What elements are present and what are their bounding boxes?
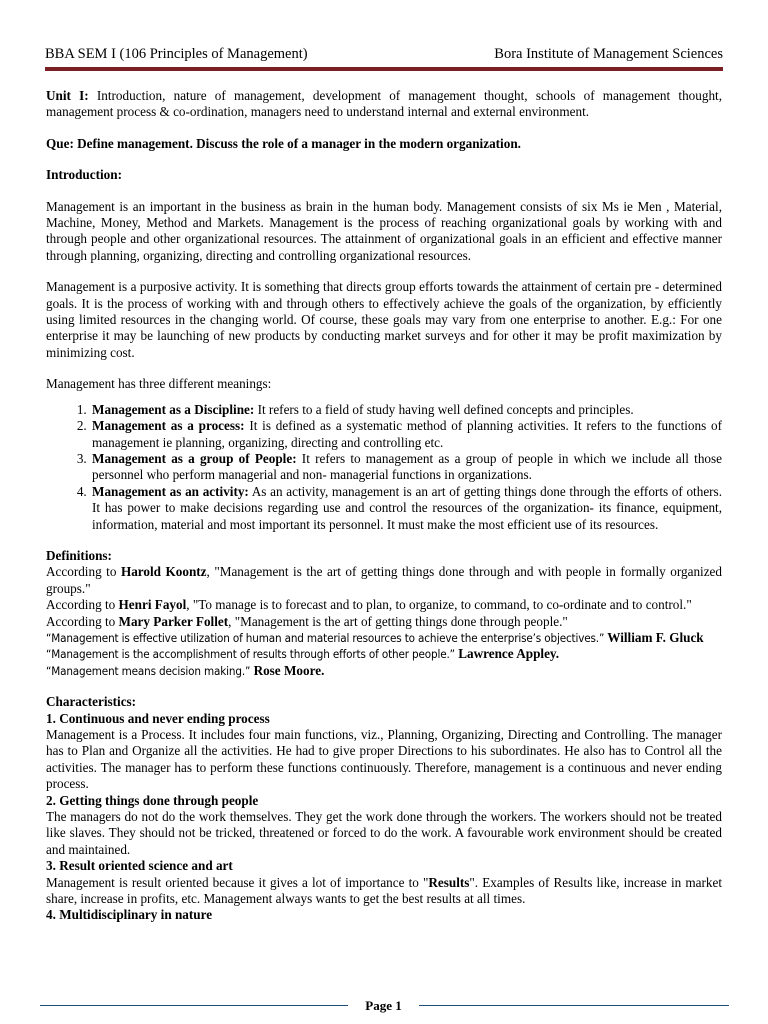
characteristic-3-text: Management is result oriented because it gives a lot of importance to "Results". Examples of Results like, increase in market share, increase in profits, etc. Management always wants to get the best results at all times. (46, 874, 723, 907)
footer-rule-left (40, 1005, 348, 1006)
page-header (45, 46, 723, 63)
definition-gluck: “Management is effective utilization of human and material resources to achieve the enterprise’s objectives.” William F. Gluck (46, 629, 704, 645)
list-item: 2. Management as a process: It is defined as a systematic method of planning activities. It refers to the functions of management ie planning, organizing, directing and controlling etc. (90, 418, 722, 451)
question: Que: Define management. Discuss the role of a manager in the modern organization. (46, 135, 521, 151)
unit-line (46, 88, 722, 121)
unit-label: Unit I: (46, 88, 89, 103)
list-item: 3. Management as a group of People: It refers to management as a group of people in which we include all those personnel who perform managerial and non- managerial functions in organizations. (90, 451, 722, 484)
intro-paragraph-3: Management has three different meanings: (46, 376, 272, 392)
characteristic-2-title: 2. Getting things done through people (46, 792, 259, 808)
characteristic-2-text: The managers do not do the work themselves. They get the work done through the workers. The workers should not be treated like slaves. They should not be tricked, threatened or forced to do the work. A favourable work environment should be created and maintained. (46, 809, 722, 857)
intro-heading: Introduction: (46, 167, 122, 183)
definition-koontz: According to Harold Koontz, "Management is the art of getting things done through and with people in formally organized groups." (46, 564, 723, 596)
header-institute: Bora Institute of Management Sciences (494, 46, 723, 62)
intro-paragraph-1: Management is an important in the business as brain in the human body. Management consists of six Ms ie Men , Material, Machine, Money, Method and Markets. Management is the process of reaching organizational goals by working with and through people and other organizational resources. The attainment of organizational goals in an efficient and effective manner through planning, organizing, directing and controlling organizational resources. (46, 198, 722, 263)
characteristics-heading: Characteristics: (46, 694, 137, 710)
definition-appley: “Management is the accomplishment of results through efforts of other people.” Lawrence Appley. (46, 646, 560, 662)
footer-rule-right (419, 1005, 729, 1006)
characteristic-1-title: 1. Continuous and never ending process (46, 710, 270, 726)
header-rule (45, 67, 723, 71)
characteristic-3-title: 3. Result oriented science and art (46, 858, 233, 874)
meanings-list (46, 402, 722, 533)
intro-paragraph-2: Management is a purposive activity. It is something that directs group efforts towards the attainment of certain pre - determined goals. It is the process of working with and through others to effectively achieve the goals of the organization, by efficiently using limited resources in the changing world. Of course, these goals may vary from one enterprise to another. E.g.: For one enterprise it may be launching of new products by conducting market surveys and for other it may be profit maximization by minimizing cost. (46, 279, 722, 360)
unit-text: Introduction, nature of management, development of management thought, schools of management thought, management process & co-ordination, managers need to understand internal and external environment. (46, 88, 722, 120)
header-course: BBA SEM I (106 Principles of Management) (45, 46, 308, 62)
characteristic-4-title: 4. Multidisciplinary in nature (46, 907, 213, 923)
list-item: 4. Management as an activity: As an activity, management is an art of getting things done through the efforts of others. It has power to make decisions regarding use and control the resources of the organization- its finance, equipment, information, material and most important its personnel. It must make the most efficient use of its resources. (90, 484, 722, 533)
definition-follet: According to Mary Parker Follet, "Management is the art of getting things done through people." (46, 613, 568, 629)
document-body (46, 88, 722, 924)
page-number: Page 1 (365, 998, 402, 1013)
definitions-heading: Definitions: (46, 547, 112, 563)
list-item: 1. Management as a Discipline: It refers to a field of study having well defined concepts and principles. (90, 402, 722, 418)
definition-fayol: According to Henri Fayol, "To manage is to forecast and to plan, to organize, to command, to co-ordinate and to control." (46, 597, 692, 613)
characteristic-1-text: Management is a Process. It includes four main functions, viz., Planning, Organizing, Directing and Controlling. The manager has to Plan and Organize all the activities. He had to give proper Directions to his subordinates. He also has to Control all the activities. The manager has to perform these functions continuously. Therefore, management is a continuous and never ending process. (46, 727, 722, 792)
definition-moore: “Management means decision making.” Rose Moore. (46, 662, 325, 678)
